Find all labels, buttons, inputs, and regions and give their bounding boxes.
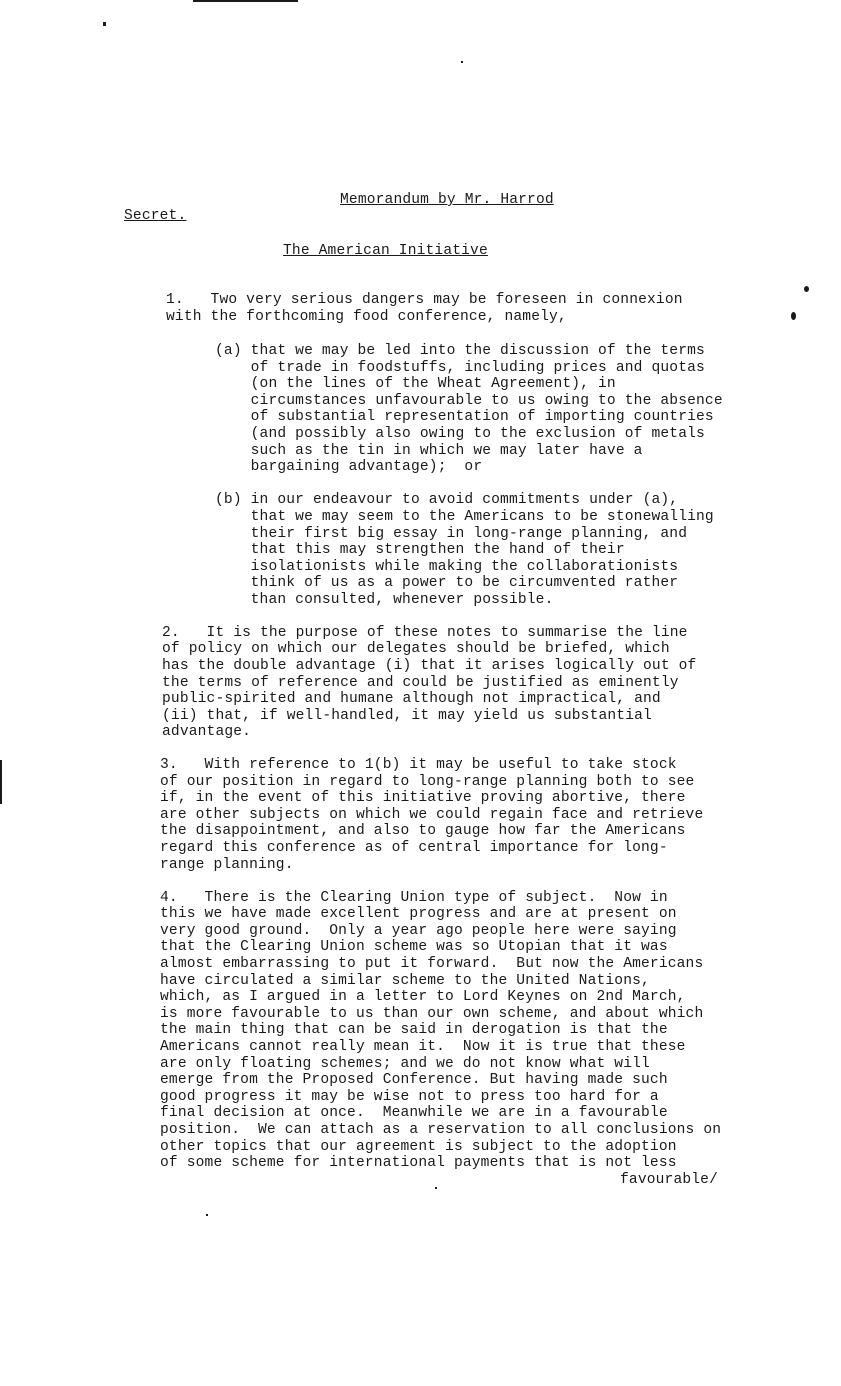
text-line: that this may strengthen the hand of their (215, 542, 625, 558)
text-line: final decision at once. Meanwhile we are in a favourable (160, 1105, 668, 1121)
text-line: circumstances unfavourable to us owing to the absence (215, 393, 723, 409)
text-line: (on the lines of the Wheat Agreement), in (215, 376, 616, 392)
text-line: has the double advantage (i) that it arises logically out of (162, 658, 697, 674)
scan-dot (206, 1214, 208, 1216)
memo-subtitle: The American Initiative (283, 243, 488, 259)
text-line: if, in the event of this initiative proving abortive, there (160, 790, 686, 806)
text-line: position. We can attach as a reservation to all conclusions on (160, 1122, 722, 1138)
text-line: of substantial representation of importing countries (215, 409, 714, 425)
text-line: public-spirited and humane although not impractical, and (162, 691, 661, 707)
text-line: of our position in regard to long-range planning both to see (160, 774, 695, 790)
text-line: (b) in our endeavour to avoid commitments under (a), (215, 492, 679, 508)
text-line: almost embarrassing to put it forward. But now the Americans (160, 956, 704, 972)
text-line: such as the tin in which we may later have a (215, 443, 643, 459)
text-line: 3. With reference to 1(b) it may be useful to take stock (160, 757, 677, 773)
text-line: 4. There is the Clearing Union type of subject. Now in (160, 890, 668, 906)
text-line: which, as I argued in a letter to Lord Keynes on 2nd March, (160, 989, 686, 1005)
catchword: favourable/ (620, 1172, 718, 1188)
text-line: think of us as a power to be circumvented rather (215, 575, 679, 591)
text-line: with the forthcoming food conference, namely, (166, 309, 567, 325)
text-line: advantage. (162, 724, 252, 740)
text-line: that we may seem to the Americans to be stonewalling (215, 509, 714, 525)
text-line: are only floating schemes; and we do not know what will (160, 1056, 650, 1072)
text-line: other topics that our agreement is subject to the adoption (160, 1139, 677, 1155)
scan-dot (435, 1187, 437, 1189)
text-line: regard this conference as of central importance for long- (160, 840, 668, 856)
text-line: (a) that we may be led into the discussion of the terms (215, 343, 705, 359)
scan-mark-top (193, 0, 298, 2)
text-line: that the Clearing Union scheme was so Utopian that it was (160, 939, 668, 955)
text-line: of trade in foodstuffs, including prices and quotas (215, 360, 705, 376)
text-line: emerge from the Proposed Conference. But having made such (160, 1072, 668, 1088)
text-line: 2. It is the purpose of these notes to summarise the line (162, 625, 688, 641)
text-line: the main thing that can be said in derogation is that the (160, 1022, 668, 1038)
text-line: of some scheme for international payments that is not less (160, 1155, 677, 1171)
text-line: is more favourable to us than our own scheme, and about which (160, 1006, 704, 1022)
text-line: are other subjects on which we could regain face and retrieve (160, 807, 704, 823)
text-line: this we have made excellent progress and are at present on (160, 906, 677, 922)
text-line: the disappointment, and also to gauge how far the Americans (160, 823, 686, 839)
text-line: of policy on which our delegates should be briefed, which (162, 641, 670, 657)
text-line: than consulted, whenever possible. (215, 592, 554, 608)
text-line: (ii) that, if well-handled, it may yield us substantial (162, 708, 652, 724)
text-line: Americans cannot really mean it. Now it is true that these (160, 1039, 686, 1055)
classification-label: Secret. (124, 208, 187, 224)
scan-dot (461, 61, 463, 63)
text-line: (and possibly also owing to the exclusion of metals (215, 426, 705, 442)
scan-dot (103, 22, 106, 26)
text-line: very good ground. Only a year ago people here were saying (160, 923, 677, 939)
memo-title: Memorandum by Mr. Harrod (340, 192, 554, 208)
text-line: their first big essay in long-range planning, and (215, 526, 688, 542)
text-line: 1. Two very serious dangers may be foreseen in connexion (166, 292, 683, 308)
scan-dot (791, 312, 796, 320)
margin-rule (0, 760, 2, 804)
text-line: range planning. (160, 857, 294, 873)
scan-dot (804, 286, 809, 292)
text-line: have circulated a similar scheme to the United Nations, (160, 973, 650, 989)
text-line: bargaining advantage); or (215, 459, 483, 475)
text-line: isolationists while making the collaborationists (215, 559, 679, 575)
text-line: good progress it may be wise not to press too hard for a (160, 1089, 659, 1105)
text-line: the terms of reference and could be justified as eminently (162, 675, 679, 691)
